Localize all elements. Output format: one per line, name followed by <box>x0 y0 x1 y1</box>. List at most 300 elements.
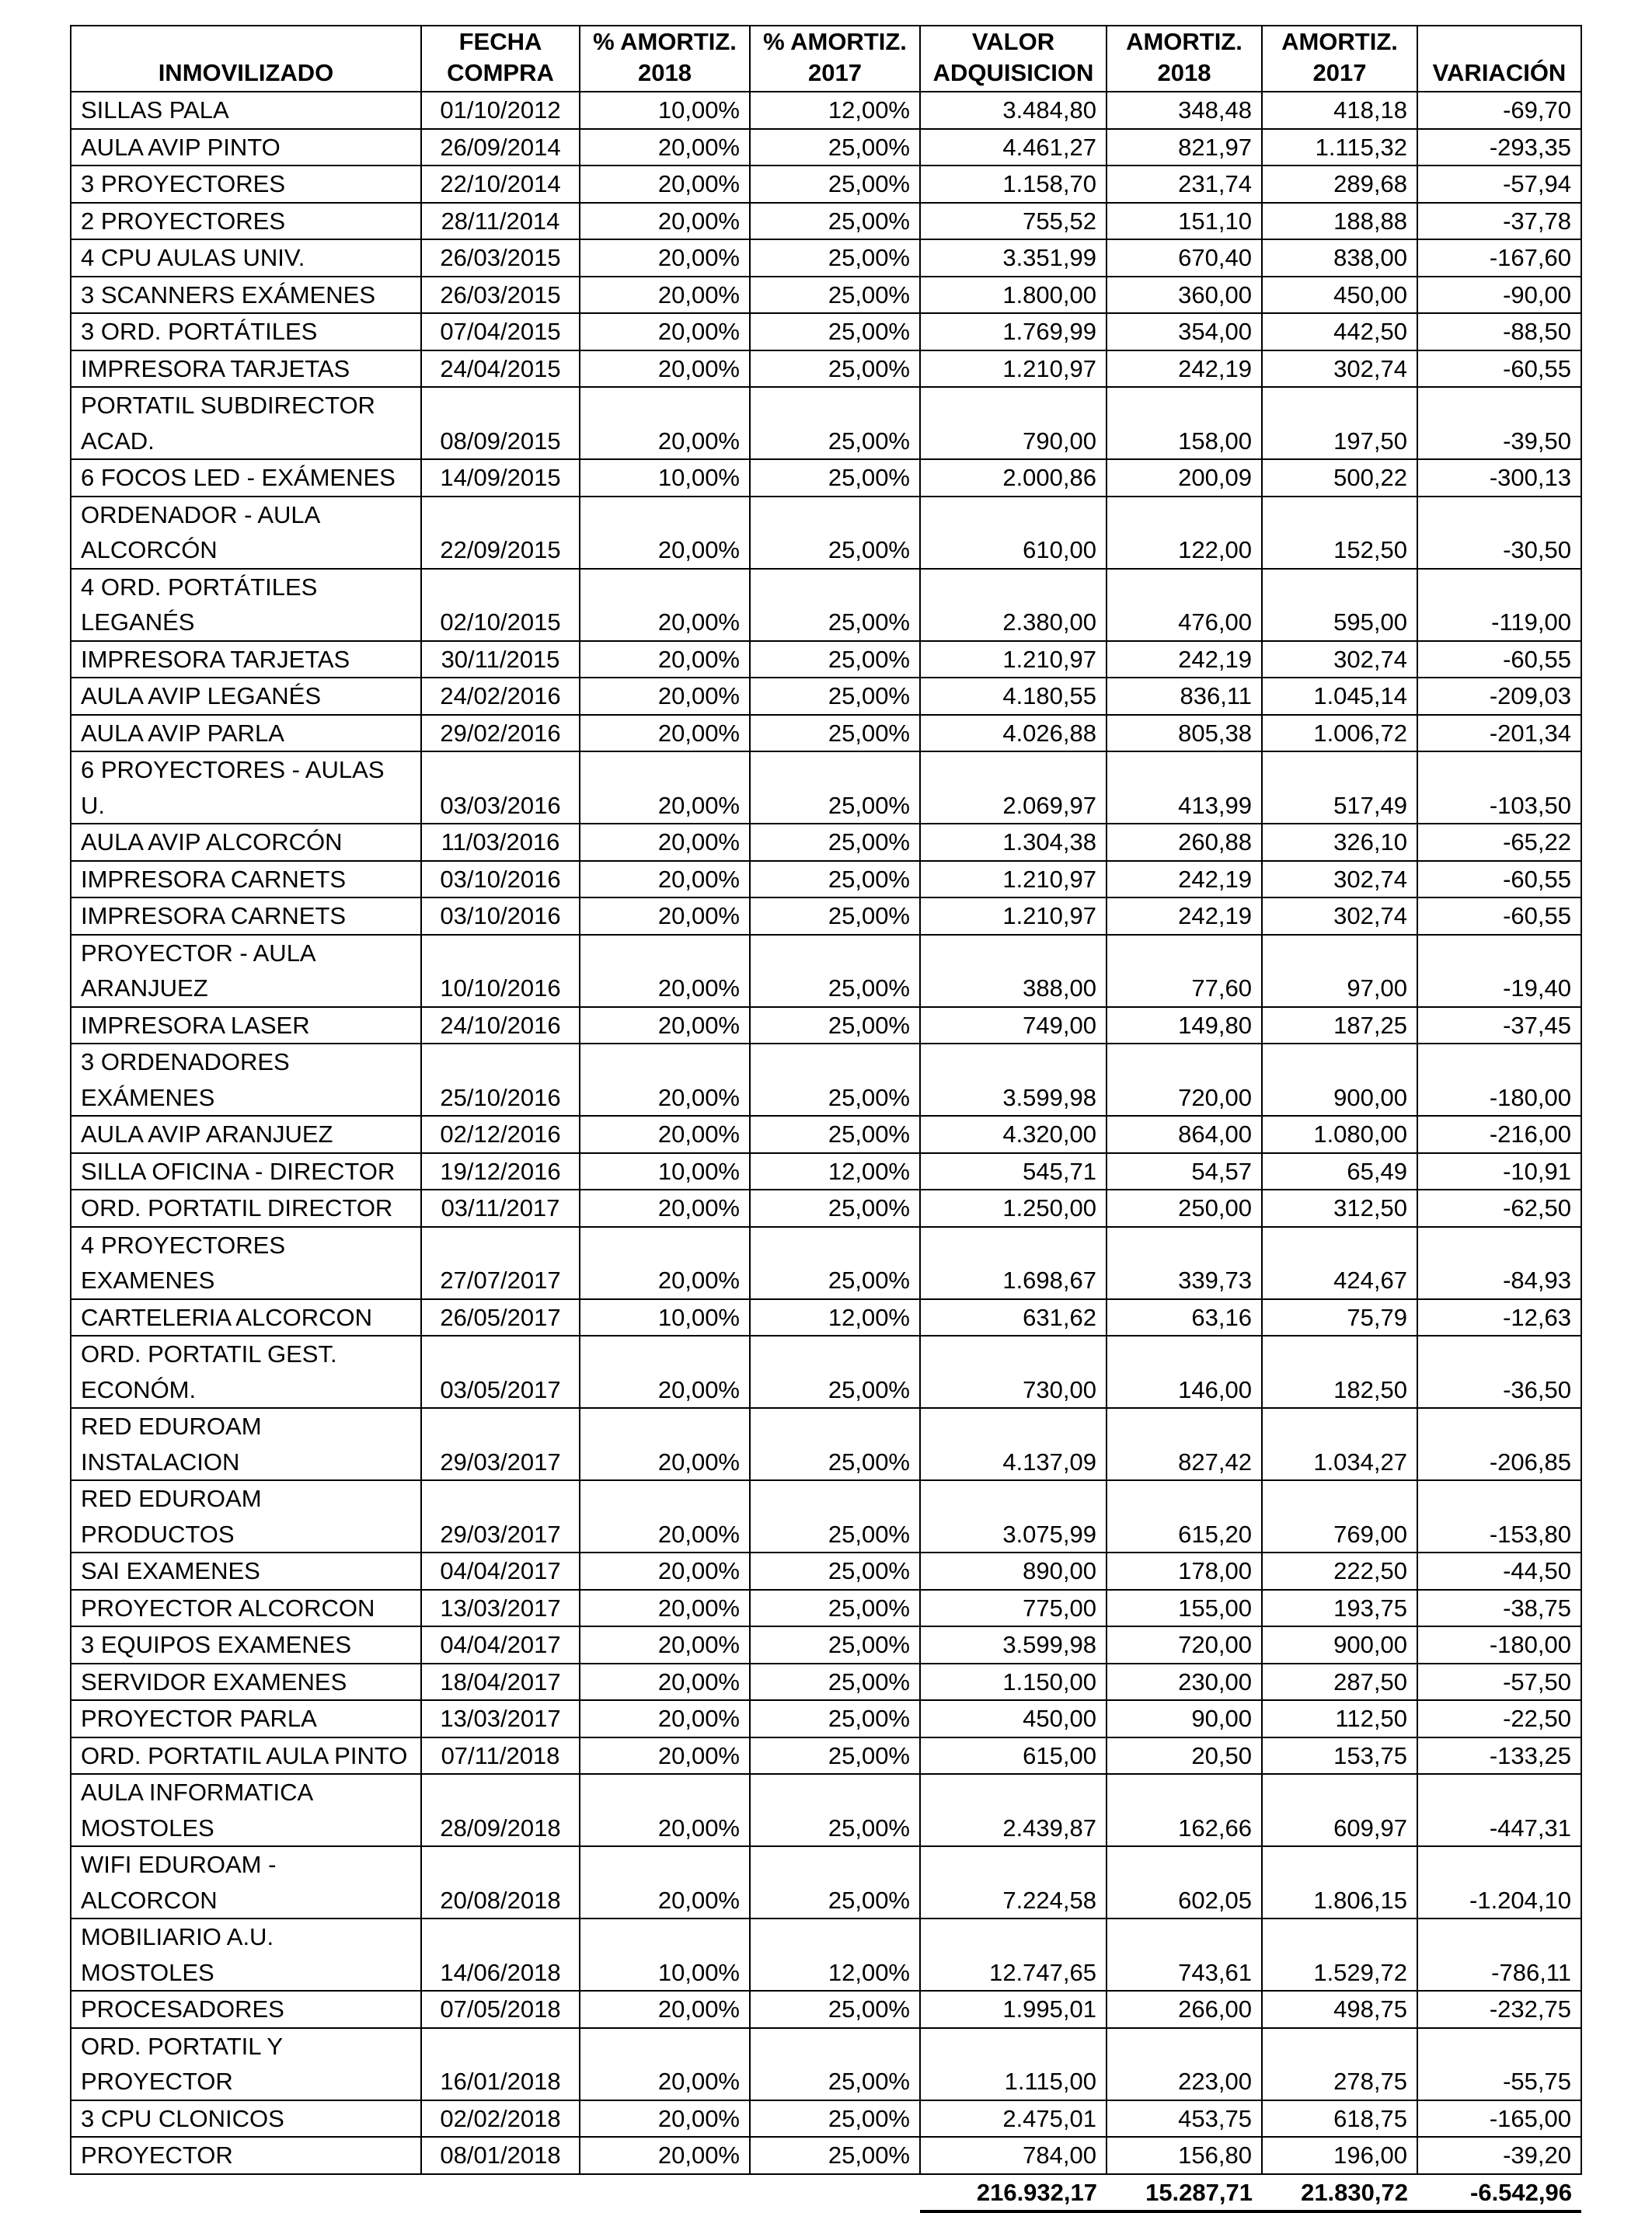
cell-variacion: -119,00 <box>1417 569 1581 641</box>
cell-amortiz-2017: 326,10 <box>1262 824 1417 861</box>
cell-fecha-compra: 24/04/2015 <box>421 350 580 388</box>
cell-fecha-compra: 26/03/2015 <box>421 239 580 277</box>
header-line: 2018 <box>638 59 692 86</box>
cell-variacion: -206,85 <box>1417 1408 1581 1480</box>
cell-amortiz-2018: 155,00 <box>1107 1590 1262 1627</box>
table-row <box>71 715 1581 752</box>
cell-valor-adquisicion: 1.210,97 <box>920 897 1107 935</box>
cell-amortiz-pct-2017: 25,00% <box>750 313 920 350</box>
cell-variacion: -37,78 <box>1417 203 1581 240</box>
cell-amortiz-2017: 302,74 <box>1262 897 1417 935</box>
cell-fecha-compra: 03/03/2016 <box>421 751 580 824</box>
cell-amortiz-pct-2018: 20,00% <box>580 1480 750 1553</box>
cell-variacion: -165,00 <box>1417 2100 1581 2138</box>
cell-variacion: -180,00 <box>1417 1044 1581 1116</box>
table-row <box>71 1774 1581 1846</box>
table-row <box>71 1737 1581 1775</box>
cell-variacion: -38,75 <box>1417 1590 1581 1627</box>
cell-amortiz-2017: 152,50 <box>1262 497 1417 569</box>
cell-amortiz-pct-2017: 25,00% <box>750 166 920 203</box>
cell-amortiz-2018: 602,05 <box>1107 1846 1262 1919</box>
cell-variacion: -209,03 <box>1417 678 1581 715</box>
cell-amortiz-pct-2017: 25,00% <box>750 497 920 569</box>
cell-amortiz-pct-2018: 20,00% <box>580 1664 750 1701</box>
cell-fecha-compra: 26/03/2015 <box>421 277 580 314</box>
cell-amortiz-pct-2018: 20,00% <box>580 1116 750 1153</box>
cell-fecha-compra: 28/11/2014 <box>421 203 580 240</box>
header-line: VALOR <box>971 28 1055 55</box>
cell-inmovilizado: PROCESADORES <box>71 1991 421 2028</box>
cell-inmovilizado: SILLA OFICINA - DIRECTOR <box>71 1153 421 1190</box>
cell-amortiz-2017: 222,50 <box>1262 1553 1417 1590</box>
cell-fecha-compra: 16/01/2018 <box>421 2028 580 2100</box>
cell-amortiz-pct-2018: 20,00% <box>580 1044 750 1116</box>
cell-fecha-compra: 03/10/2016 <box>421 861 580 898</box>
cell-amortiz-2018: 720,00 <box>1107 1044 1262 1116</box>
header-line: 2017 <box>1312 59 1367 86</box>
cell-amortiz-pct-2017: 25,00% <box>750 1227 920 1299</box>
cell-amortiz-pct-2018: 20,00% <box>580 1737 750 1775</box>
table-row <box>71 2100 1581 2138</box>
cell-amortiz-2018: 615,20 <box>1107 1480 1262 1553</box>
cell-fecha-compra: 14/06/2018 <box>421 1919 580 1991</box>
cell-amortiz-pct-2018: 20,00% <box>580 313 750 350</box>
cell-amortiz-pct-2018: 20,00% <box>580 715 750 752</box>
cell-variacion: -786,11 <box>1417 1919 1581 1991</box>
header-line: 2017 <box>808 59 862 86</box>
cell-valor-adquisicion: 4.026,88 <box>920 715 1107 752</box>
cell-valor-adquisicion: 749,00 <box>920 1007 1107 1044</box>
cell-amortiz-2017: 838,00 <box>1262 239 1417 277</box>
cell-amortiz-2018: 360,00 <box>1107 277 1262 314</box>
cell-amortiz-pct-2017: 25,00% <box>750 277 920 314</box>
cell-amortiz-pct-2018: 20,00% <box>580 1553 750 1590</box>
cell-amortiz-pct-2018: 20,00% <box>580 1991 750 2028</box>
cell-fecha-compra: 14/09/2015 <box>421 459 580 497</box>
cell-variacion: -60,55 <box>1417 861 1581 898</box>
cell-variacion: -103,50 <box>1417 751 1581 824</box>
cell-inmovilizado: ORDENADOR - AULA ALCORCÓN <box>71 497 421 569</box>
cell-valor-adquisicion: 7.224,58 <box>920 1846 1107 1919</box>
cell-amortiz-2017: 187,25 <box>1262 1007 1417 1044</box>
cell-amortiz-pct-2017: 25,00% <box>750 350 920 388</box>
cell-amortiz-pct-2018: 20,00% <box>580 497 750 569</box>
cell-amortiz-pct-2017: 25,00% <box>750 569 920 641</box>
cell-amortiz-2017: 900,00 <box>1262 1044 1417 1116</box>
cell-inmovilizado: AULA AVIP ARANJUEZ <box>71 1116 421 1153</box>
cell-variacion: -201,34 <box>1417 715 1581 752</box>
totals-row <box>71 2174 1581 2212</box>
cell-valor-adquisicion: 784,00 <box>920 2137 1107 2174</box>
cell-inmovilizado: 2 PROYECTORES <box>71 203 421 240</box>
table-row <box>71 1190 1581 1227</box>
cell-amortiz-pct-2017: 25,00% <box>750 751 920 824</box>
cell-amortiz-pct-2018: 20,00% <box>580 1227 750 1299</box>
table-row <box>71 2028 1581 2100</box>
col-header-fecha-compra <box>421 26 580 92</box>
cell-amortiz-2018: 242,19 <box>1107 641 1262 678</box>
cell-variacion: -39,50 <box>1417 387 1581 459</box>
table-row <box>71 239 1581 277</box>
cell-amortiz-2017: 289,68 <box>1262 166 1417 203</box>
cell-amortiz-pct-2017: 25,00% <box>750 459 920 497</box>
cell-amortiz-2018: 231,74 <box>1107 166 1262 203</box>
cell-inmovilizado: MOBILIARIO A.U. MOSTOLES <box>71 1919 421 1991</box>
table-row <box>71 1919 1581 1991</box>
cell-fecha-compra: 02/12/2016 <box>421 1116 580 1153</box>
cell-fecha-compra: 26/09/2014 <box>421 129 580 166</box>
cell-amortiz-pct-2018: 10,00% <box>580 1299 750 1337</box>
cell-amortiz-2018: 90,00 <box>1107 1700 1262 1737</box>
table-row <box>71 641 1581 678</box>
cell-amortiz-2018: 413,99 <box>1107 751 1262 824</box>
cell-fecha-compra: 08/01/2018 <box>421 2137 580 2174</box>
cell-valor-adquisicion: 1.250,00 <box>920 1190 1107 1227</box>
cell-amortiz-pct-2017: 25,00% <box>750 1007 920 1044</box>
cell-variacion: -62,50 <box>1417 1190 1581 1227</box>
table-row <box>71 2137 1581 2174</box>
cell-fecha-compra: 11/03/2016 <box>421 824 580 861</box>
cell-amortiz-2018: 156,80 <box>1107 2137 1262 2174</box>
cell-inmovilizado: ORD. PORTATIL AULA PINTO <box>71 1737 421 1775</box>
cell-amortiz-2017: 65,49 <box>1262 1153 1417 1190</box>
cell-amortiz-pct-2018: 20,00% <box>580 2137 750 2174</box>
cell-amortiz-2017: 302,74 <box>1262 861 1417 898</box>
cell-variacion: -57,50 <box>1417 1664 1581 1701</box>
cell-amortiz-2017: 312,50 <box>1262 1190 1417 1227</box>
cell-amortiz-2018: 122,00 <box>1107 497 1262 569</box>
cell-variacion: -60,55 <box>1417 350 1581 388</box>
cell-valor-adquisicion: 2.380,00 <box>920 569 1107 641</box>
cell-amortiz-2018: 77,60 <box>1107 935 1262 1007</box>
table-row <box>71 1626 1581 1664</box>
cell-variacion: -65,22 <box>1417 824 1581 861</box>
cell-variacion: -90,00 <box>1417 277 1581 314</box>
cell-variacion: -232,75 <box>1417 1991 1581 2028</box>
cell-fecha-compra: 20/08/2018 <box>421 1846 580 1919</box>
table-row <box>71 1116 1581 1153</box>
cell-amortiz-pct-2017: 25,00% <box>750 1700 920 1737</box>
cell-amortiz-2017: 1.529,72 <box>1262 1919 1417 1991</box>
cell-fecha-compra: 08/09/2015 <box>421 387 580 459</box>
cell-inmovilizado: IMPRESORA CARNETS <box>71 897 421 935</box>
cell-valor-adquisicion: 1.698,67 <box>920 1227 1107 1299</box>
header-line: FECHA <box>458 28 542 55</box>
cell-amortiz-2018: 242,19 <box>1107 861 1262 898</box>
cell-amortiz-pct-2017: 25,00% <box>750 824 920 861</box>
cell-inmovilizado: AULA AVIP ALCORCÓN <box>71 824 421 861</box>
cell-inmovilizado: 3 PROYECTORES <box>71 166 421 203</box>
cell-amortiz-pct-2017: 25,00% <box>750 203 920 240</box>
cell-variacion: -44,50 <box>1417 1553 1581 1590</box>
cell-inmovilizado: WIFI EDUROAM - ALCORCON <box>71 1846 421 1919</box>
cell-amortiz-2017: 1.006,72 <box>1262 715 1417 752</box>
cell-valor-adquisicion: 4.137,09 <box>920 1408 1107 1480</box>
cell-amortiz-pct-2017: 25,00% <box>750 1737 920 1775</box>
cell-amortiz-pct-2018: 20,00% <box>580 1700 750 1737</box>
cell-valor-adquisicion: 1.115,00 <box>920 2028 1107 2100</box>
cell-inmovilizado: 3 CPU CLONICOS <box>71 2100 421 2138</box>
header-line: ADQUISICION <box>932 59 1094 86</box>
cell-inmovilizado: AULA AVIP PINTO <box>71 129 421 166</box>
cell-amortiz-pct-2017: 12,00% <box>750 1299 920 1337</box>
cell-amortiz-2017: 595,00 <box>1262 569 1417 641</box>
header-line: % AMORTIZ. <box>763 28 907 55</box>
cell-inmovilizado: PROYECTOR ALCORCON <box>71 1590 421 1627</box>
cell-amortiz-pct-2017: 25,00% <box>750 239 920 277</box>
cell-amortiz-pct-2017: 25,00% <box>750 1553 920 1590</box>
total-amortiz-2017: 21.830,72 <box>1262 2174 1417 2212</box>
table-row <box>71 1044 1581 1116</box>
cell-amortiz-2018: 151,10 <box>1107 203 1262 240</box>
cell-amortiz-pct-2017: 25,00% <box>750 1190 920 1227</box>
cell-amortiz-pct-2017: 25,00% <box>750 1664 920 1701</box>
cell-fecha-compra: 02/10/2015 <box>421 569 580 641</box>
table-row <box>71 313 1581 350</box>
cell-amortiz-2017: 418,18 <box>1262 92 1417 129</box>
cell-amortiz-pct-2018: 20,00% <box>580 387 750 459</box>
table-row <box>71 751 1581 824</box>
cell-valor-adquisicion: 1.210,97 <box>920 861 1107 898</box>
cell-amortiz-pct-2017: 25,00% <box>750 387 920 459</box>
cell-fecha-compra: 18/04/2017 <box>421 1664 580 1701</box>
cell-valor-adquisicion: 2.000,86 <box>920 459 1107 497</box>
total-amortiz-2018: 15.287,71 <box>1107 2174 1262 2212</box>
cell-amortiz-2017: 196,00 <box>1262 2137 1417 2174</box>
cell-valor-adquisicion: 1.995,01 <box>920 1991 1107 2028</box>
cell-amortiz-2017: 450,00 <box>1262 277 1417 314</box>
table-row <box>71 1007 1581 1044</box>
header-row <box>71 26 1581 92</box>
cell-fecha-compra: 29/03/2017 <box>421 1408 580 1480</box>
table-row <box>71 387 1581 459</box>
cell-inmovilizado: 4 PROYECTORES EXAMENES <box>71 1227 421 1299</box>
header-line: INMOVILIZADO <box>158 59 334 86</box>
cell-amortiz-pct-2017: 25,00% <box>750 2100 920 2138</box>
cell-amortiz-2018: 149,80 <box>1107 1007 1262 1044</box>
cell-fecha-compra: 25/10/2016 <box>421 1044 580 1116</box>
cell-amortiz-2018: 260,88 <box>1107 824 1262 861</box>
table-row <box>71 1153 1581 1190</box>
cell-inmovilizado: RED EDUROAM PRODUCTOS <box>71 1480 421 1553</box>
cell-valor-adquisicion: 3.351,99 <box>920 239 1107 277</box>
cell-variacion: -55,75 <box>1417 2028 1581 2100</box>
table-row <box>71 569 1581 641</box>
cell-amortiz-2018: 242,19 <box>1107 350 1262 388</box>
cell-fecha-compra: 24/02/2016 <box>421 678 580 715</box>
cell-amortiz-pct-2018: 20,00% <box>580 1590 750 1627</box>
cell-variacion: -153,80 <box>1417 1480 1581 1553</box>
cell-fecha-compra: 04/04/2017 <box>421 1553 580 1590</box>
cell-valor-adquisicion: 631,62 <box>920 1299 1107 1337</box>
cell-inmovilizado: IMPRESORA TARJETAS <box>71 641 421 678</box>
cell-valor-adquisicion: 4.180,55 <box>920 678 1107 715</box>
cell-amortiz-pct-2018: 20,00% <box>580 1190 750 1227</box>
cell-amortiz-pct-2018: 20,00% <box>580 1336 750 1408</box>
table-row <box>71 277 1581 314</box>
cell-amortiz-2018: 348,48 <box>1107 92 1262 129</box>
cell-amortiz-pct-2018: 20,00% <box>580 824 750 861</box>
cell-amortiz-pct-2017: 12,00% <box>750 92 920 129</box>
cell-inmovilizado: AULA INFORMATICA MOSTOLES <box>71 1774 421 1846</box>
header-line: 2018 <box>1157 59 1211 86</box>
cell-amortiz-2018: 805,38 <box>1107 715 1262 752</box>
cell-valor-adquisicion: 1.150,00 <box>920 1664 1107 1701</box>
table-row <box>71 1590 1581 1627</box>
col-header-amortiz-2018 <box>1107 26 1262 92</box>
cell-amortiz-2017: 609,97 <box>1262 1774 1417 1846</box>
cell-amortiz-2017: 500,22 <box>1262 459 1417 497</box>
table-row <box>71 203 1581 240</box>
cell-amortiz-pct-2017: 12,00% <box>750 1919 920 1991</box>
cell-amortiz-pct-2018: 20,00% <box>580 129 750 166</box>
cell-valor-adquisicion: 890,00 <box>920 1553 1107 1590</box>
cell-variacion: -22,50 <box>1417 1700 1581 1737</box>
cell-variacion: -30,50 <box>1417 497 1581 569</box>
cell-amortiz-pct-2018: 20,00% <box>580 2028 750 2100</box>
cell-amortiz-2017: 1.080,00 <box>1262 1116 1417 1153</box>
cell-amortiz-2018: 864,00 <box>1107 1116 1262 1153</box>
cell-inmovilizado: PROYECTOR <box>71 2137 421 2174</box>
cell-inmovilizado: 3 SCANNERS EXÁMENES <box>71 277 421 314</box>
table-row <box>71 497 1581 569</box>
cell-amortiz-pct-2018: 20,00% <box>580 897 750 935</box>
cell-amortiz-2017: 278,75 <box>1262 2028 1417 2100</box>
cell-variacion: -1.204,10 <box>1417 1846 1581 1919</box>
cell-inmovilizado: IMPRESORA LASER <box>71 1007 421 1044</box>
col-header-amortiz-2017 <box>1262 26 1417 92</box>
cell-amortiz-pct-2018: 20,00% <box>580 1846 750 1919</box>
cell-amortiz-pct-2017: 25,00% <box>750 897 920 935</box>
cell-amortiz-pct-2017: 25,00% <box>750 641 920 678</box>
cell-amortiz-2018: 354,00 <box>1107 313 1262 350</box>
cell-amortiz-pct-2018: 10,00% <box>580 459 750 497</box>
cell-amortiz-pct-2017: 25,00% <box>750 1044 920 1116</box>
cell-amortiz-2018: 339,73 <box>1107 1227 1262 1299</box>
cell-amortiz-2017: 769,00 <box>1262 1480 1417 1553</box>
cell-variacion: -447,31 <box>1417 1774 1581 1846</box>
table-row <box>71 1846 1581 1919</box>
cell-amortiz-pct-2017: 12,00% <box>750 1153 920 1190</box>
cell-amortiz-2017: 1.115,32 <box>1262 129 1417 166</box>
cell-amortiz-pct-2017: 25,00% <box>750 715 920 752</box>
cell-variacion: -216,00 <box>1417 1116 1581 1153</box>
cell-variacion: -133,25 <box>1417 1737 1581 1775</box>
cell-valor-adquisicion: 3.075,99 <box>920 1480 1107 1553</box>
cell-amortiz-2018: 476,00 <box>1107 569 1262 641</box>
cell-variacion: -19,40 <box>1417 935 1581 1007</box>
cell-amortiz-pct-2017: 25,00% <box>750 2028 920 2100</box>
header-line: VARIACIÓN <box>1432 59 1567 86</box>
table-row <box>71 1299 1581 1337</box>
cell-valor-adquisicion: 3.484,80 <box>920 92 1107 129</box>
cell-fecha-compra: 13/03/2017 <box>421 1590 580 1627</box>
cell-amortiz-pct-2017: 25,00% <box>750 1991 920 2028</box>
cell-valor-adquisicion: 2.439,87 <box>920 1774 1107 1846</box>
cell-amortiz-pct-2018: 20,00% <box>580 935 750 1007</box>
table-row <box>71 824 1581 861</box>
cell-amortiz-2018: 250,00 <box>1107 1190 1262 1227</box>
cell-valor-adquisicion: 545,71 <box>920 1153 1107 1190</box>
cell-valor-adquisicion: 790,00 <box>920 387 1107 459</box>
cell-amortiz-pct-2017: 25,00% <box>750 935 920 1007</box>
cell-valor-adquisicion: 388,00 <box>920 935 1107 1007</box>
cell-amortiz-pct-2017: 25,00% <box>750 861 920 898</box>
cell-variacion: -167,60 <box>1417 239 1581 277</box>
cell-amortiz-2017: 153,75 <box>1262 1737 1417 1775</box>
cell-amortiz-pct-2018: 20,00% <box>580 1626 750 1664</box>
cell-amortiz-pct-2017: 25,00% <box>750 2137 920 2174</box>
fixed-assets-table <box>70 25 1582 2213</box>
cell-amortiz-pct-2018: 20,00% <box>580 641 750 678</box>
cell-amortiz-pct-2018: 20,00% <box>580 166 750 203</box>
cell-amortiz-pct-2017: 25,00% <box>750 678 920 715</box>
cell-amortiz-2017: 75,79 <box>1262 1299 1417 1337</box>
cell-amortiz-pct-2018: 20,00% <box>580 350 750 388</box>
cell-inmovilizado: RED EDUROAM INSTALACION <box>71 1408 421 1480</box>
cell-fecha-compra: 03/10/2016 <box>421 897 580 935</box>
cell-inmovilizado: 6 FOCOS LED - EXÁMENES <box>71 459 421 497</box>
cell-amortiz-2017: 182,50 <box>1262 1336 1417 1408</box>
cell-amortiz-2017: 1.806,15 <box>1262 1846 1417 1919</box>
cell-inmovilizado: 6 PROYECTORES - AULAS U. <box>71 751 421 824</box>
cell-amortiz-2018: 453,75 <box>1107 2100 1262 2138</box>
cell-amortiz-pct-2018: 20,00% <box>580 1007 750 1044</box>
cell-inmovilizado: SAI EXAMENES <box>71 1553 421 1590</box>
cell-valor-adquisicion: 1.769,99 <box>920 313 1107 350</box>
cell-variacion: -69,70 <box>1417 92 1581 129</box>
cell-valor-adquisicion: 775,00 <box>920 1590 1107 1627</box>
table-row <box>71 861 1581 898</box>
cell-amortiz-2017: 900,00 <box>1262 1626 1417 1664</box>
cell-valor-adquisicion: 1.210,97 <box>920 350 1107 388</box>
table-row <box>71 1700 1581 1737</box>
table-row <box>71 935 1581 1007</box>
cell-fecha-compra: 04/04/2017 <box>421 1626 580 1664</box>
cell-valor-adquisicion: 1.304,38 <box>920 824 1107 861</box>
cell-amortiz-pct-2017: 25,00% <box>750 1116 920 1153</box>
total-variacion: -6.542,96 <box>1417 2174 1581 2212</box>
cell-amortiz-2017: 498,75 <box>1262 1991 1417 2028</box>
cell-amortiz-2017: 112,50 <box>1262 1700 1417 1737</box>
cell-fecha-compra: 22/09/2015 <box>421 497 580 569</box>
cell-amortiz-pct-2018: 20,00% <box>580 678 750 715</box>
cell-variacion: -57,94 <box>1417 166 1581 203</box>
cell-amortiz-pct-2018: 10,00% <box>580 1919 750 1991</box>
cell-valor-adquisicion: 730,00 <box>920 1336 1107 1408</box>
cell-valor-adquisicion: 4.320,00 <box>920 1116 1107 1153</box>
depreciation-sheet <box>70 25 1581 2213</box>
cell-amortiz-pct-2018: 20,00% <box>580 2100 750 2138</box>
cell-amortiz-pct-2017: 25,00% <box>750 1846 920 1919</box>
cell-amortiz-2017: 424,67 <box>1262 1227 1417 1299</box>
cell-amortiz-pct-2017: 25,00% <box>750 1336 920 1408</box>
header-line: % AMORTIZ. <box>593 28 737 55</box>
cell-variacion: -293,35 <box>1417 129 1581 166</box>
cell-inmovilizado: IMPRESORA TARJETAS <box>71 350 421 388</box>
cell-amortiz-2018: 162,66 <box>1107 1774 1262 1846</box>
cell-fecha-compra: 01/10/2012 <box>421 92 580 129</box>
table-row <box>71 459 1581 497</box>
cell-fecha-compra: 29/02/2016 <box>421 715 580 752</box>
cell-valor-adquisicion: 450,00 <box>920 1700 1107 1737</box>
cell-amortiz-pct-2018: 20,00% <box>580 1408 750 1480</box>
cell-variacion: -300,13 <box>1417 459 1581 497</box>
cell-amortiz-2018: 720,00 <box>1107 1626 1262 1664</box>
cell-variacion: -60,55 <box>1417 641 1581 678</box>
cell-valor-adquisicion: 610,00 <box>920 497 1107 569</box>
cell-amortiz-pct-2018: 20,00% <box>580 239 750 277</box>
